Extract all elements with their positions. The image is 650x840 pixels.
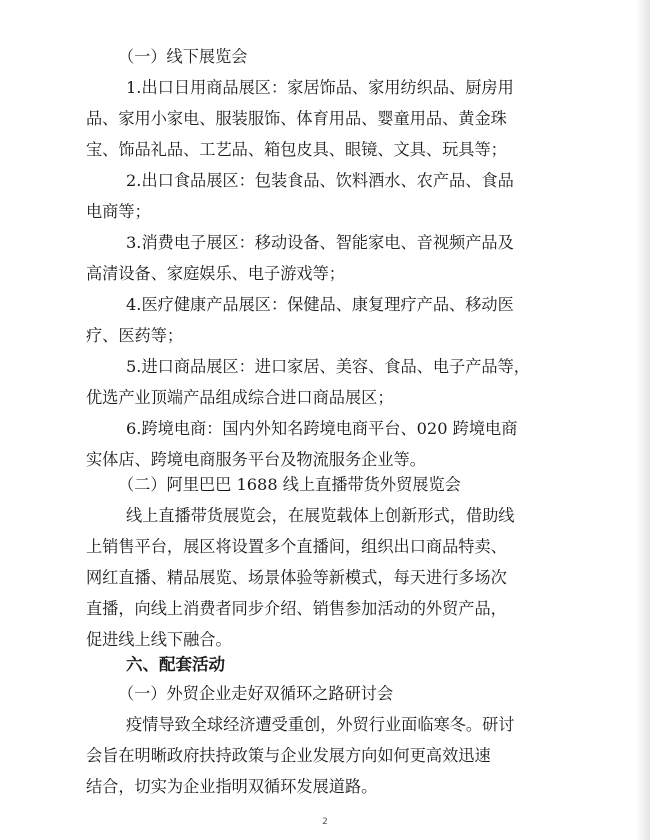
text-line: 六、配套活动 xyxy=(126,655,225,674)
text-line: 网红直播、精品展览、场景体验等新模式，每天进行多场次 xyxy=(86,568,507,587)
text-line: 疫情导致全球经济遭受重创，外贸行业面临寒冬。研讨 xyxy=(126,715,515,734)
text-line: 线上直播带货展览会，在展览载体上创新形式，借助线 xyxy=(126,506,515,525)
text-line: （一）外贸企业走好双循环之路研讨会 xyxy=(118,684,394,703)
text-line: 3.消费电子展区：移动设备、智能家电、音视频产品及 xyxy=(126,233,514,252)
page-number: 2 xyxy=(322,817,328,827)
text-line: 结合，切实为企业指明双循环发展道路。 xyxy=(86,777,378,796)
text-line: 高清设备、家庭娱乐、电子游戏等； xyxy=(86,264,345,283)
text-line: 实体店、跨境电商服务平台及物流服务企业等。 xyxy=(86,450,426,469)
text-line: 4.医疗健康产品展区：保健品、康复理疗产品、移动医 xyxy=(126,295,514,314)
text-line: 2.出口食品展区：包装食品、饮料酒水、农产品、食品 xyxy=(126,171,514,190)
text-line: 宝、饰品礼品、工艺品、箱包皮具、眼镜、文具、玩具等； xyxy=(86,140,507,159)
text-line: 会旨在明晰政府扶持政策与企业发展方向如何更高效迅速 xyxy=(86,746,491,765)
text-line: 1.出口日用商品展区：家居饰品、家用纺织品、厨房用 xyxy=(126,78,514,97)
text-line: （二）阿里巴巴 1688 线上直播带货外贸展览会 xyxy=(118,475,461,494)
text-line: 6.跨境电商：国内外知名跨境电商平台、020 跨境电商 xyxy=(126,419,518,438)
text-line: 上销售平台，展区将设置多个直播间，组织出口商品特卖、 xyxy=(86,537,507,556)
page-edge-shadow xyxy=(636,0,650,840)
text-line: 直播，向线上消费者同步介绍、销售参加活动的外贸产品， xyxy=(86,599,507,618)
text-line: 品、家用小家电、服装服饰、体育用品、婴童用品、黄金珠 xyxy=(86,109,507,128)
text-line: （一）线下展览会 xyxy=(118,47,248,66)
text-line: 优选产业顶端产品组成综合进口商品展区； xyxy=(86,388,394,407)
text-line: 促进线上线下融合。 xyxy=(86,630,232,649)
text-line: 电商等； xyxy=(86,202,151,221)
text-line: 疗、医药等； xyxy=(86,326,184,345)
text-line: 5.进口商品展区：进口家居、美容、食品、电子产品等， xyxy=(126,357,530,376)
